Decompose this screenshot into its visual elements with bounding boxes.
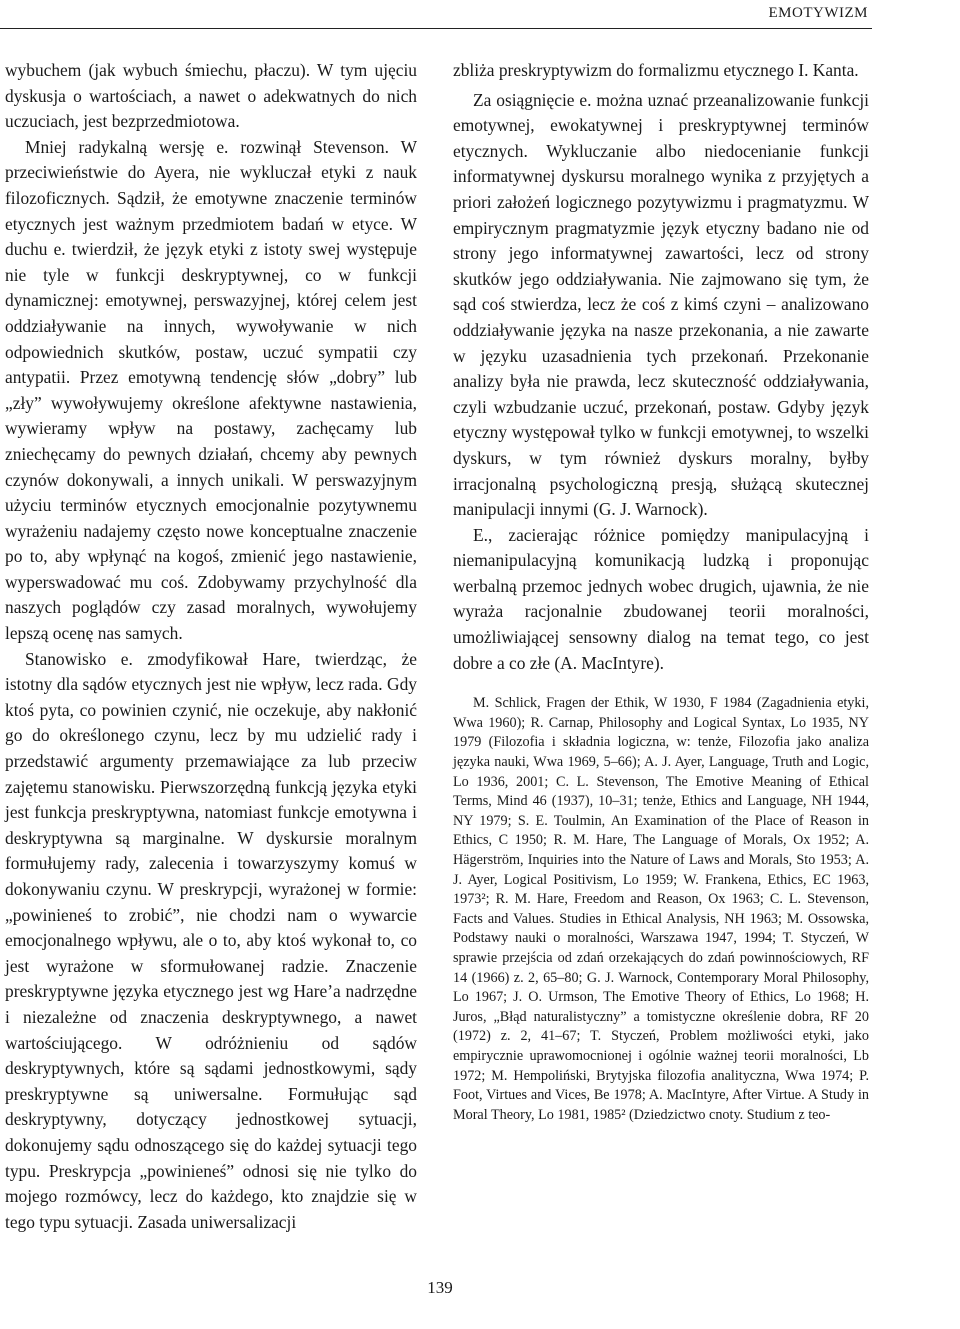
page-number: 139 bbox=[427, 1278, 453, 1297]
header-rule bbox=[0, 28, 872, 29]
right-paragraph-3: E., zacierając różnice pomiędzy manipulacyjną i niemanipulacyjną komunikacją ludzką i proponując werbalną przemoc jednych wobec drugich, ujawnia, że nie wyraża racjonalnie zbudowanej teorii moralności, umożliwiającej sensowny dialog na temat tego, co jest dobre a co złe (A. MacIntyre). bbox=[453, 524, 869, 673]
right-column bbox=[453, 58, 869, 1125]
left-column bbox=[5, 58, 417, 1235]
right-paragraph-2: Za osiągnięcie e. można uznać przeanalizowanie funkcji emotywnej, ewokatywnej i preskryptywnej terminów etycznych. Wykluczanie albo niedocenianie funkcji informatywnej dyskursu moralnego wynika z przyjętych a priori założeń logicznego pozytywizmu i pragmatyzmu. W empirycznym pragmatyzmie język etyczny badano nie od strony jego informatywnej zawartości, lecz od strony skutków jego oddziaływania. Nie zajmowano się tym, że sąd coś stwierdza, lecz że coś z kimś czyni – analizowano oddziaływanie języka na nasze przekonania, a nie zawarte w języku uzasadnienia tych przekonań. Przekonanie analizy była nie prawda, lecz skuteczność oddziaływania, czyli wzbudzanie uczuć, przekonań, postaw. Gdyby język etyczny występował tylko w funkcji emotywnej, to wszelki dyskurs, w tym również dyskurs moralny, byłby irracjonalną psychologiczną presją, służącą skutecznej manipulacji innymi (G. J. Warnock). bbox=[453, 89, 869, 520]
bibliography: M. Schlick, Fragen der Ethik, W 1930, F 1984 (Zagadnienia etyki, Wwa 1960); R. Carnap, Philosophy and Logical Syntax, Lo 1935, NY 1979 (Filozofia i składnia logiczna, w: tenże, Filozofia jako analiza języka nauki, Wwa 1969, 5–66); A. J. Ayer, Language, Truth and Logic, Lo 1936, 2001; C. L. Stevenson, The Emotive Meaning of Ethical Terms, Mind 46 (1937), 10–31; tenże, Ethics and Language, NH 1944, NY 1979; S. E. Toulmin, An Examination of the Place of Reason in Ethics, C 1950; R. M. Hare, The Language of Morals, Ox 1952; A. Hägerström, Inquiries into the Nature of Laws and Morals, Sto 1953; A. J. Ayer, Logical Positivism, Lo 1959; W. Frankena, Ethics, EC 1963, 1973²; R. M. Hare, Freedom and Reason, Ox 1963; C. L. Stevenson, Facts and Values. Studies in Ethical Analysis, NH 1963; M. Ossowska, Podstawy nauki o moralności, Warszawa 1947, 1994; T. Styczeń, W sprawie przejścia od zdań orzekających do zdań powinnościowych, RF 14 (1966) z. 2, 65–80; G. J. Warnock, Contemporary Moral Philosophy, Lo 1967; J. O. Urmson, The Emotive Theory of Ethics, Lo 1968; H. Juros, „Błąd naturalistyczny” a tomistyczne określenie dobra, RF 20 (1972) z. 2, 41–67; T. Styczeń, Problem możliwości etyki, jako empirycznie uprawomocnionej i ogólnie ważnej teorii moralności, Lb 1972; M. Hempoliński, Brytyjska filozofia analityczna, Wwa 1974; P. Foot, Virtues and Vices, Be 1978; A. MacIntyre, After Virtue. A Study in Moral Theory, Lo 1981, 1985² (Dziedzictwo cnoty. Studium z teo- bbox=[453, 695, 869, 1123]
running-title: EMOTYWIZM bbox=[768, 5, 868, 21]
left-paragraph-1: wybuchem (jak wybuch śmiechu, płaczu). W tym ujęciu dyskusja o wartościach, a nawet o adekwatnych do nich uczuciach, jest bezprzedmiotowa. bbox=[5, 60, 417, 132]
running-header bbox=[0, 0, 960, 30]
left-paragraph-3: Stanowisko e. zmodyfikował Hare, twierdząc, że istotny dla sądów etycznych jest nie wpływ, lecz rada. Gdy ktoś pyta, co powinien czynić, nie oczekuje, aby nakłonić go do określonego czynu, lecz by mu udzielić rady i przedstawić argumenty przemawiające za lub przeciw zajętemu stanowisku. Pierwszorzędną funkcją języka etyki jest funkcja preskryptywna, natomiast funkcje emotywna i deskryptywna są marginalne. W dyskursie moralnym formułujemy rady, zalecenia i towarzyszymy komuś w dokonywaniu czynu. W preskrypcji, wyrażonej w formie: „powinieneś to zrobić”, nie chodzi nam o wywarcie emocjonalnego wpływu, ale o to, aby ktoś wykonał to, co jest wyrażone w sformułowanej radzie. Znaczenie preskryptywne języka etycznego jest wg Hare’a nadrzędne i niezależne od znaczenia deskryptywnego, a nawet wartościującego. W odróżnieniu od sądów deskryptywnych, które są sądami jednostkowymi, sądy preskryptywne są uniwersalne. Formułując sąd deskryptywny, dotyczący jednostkowej sytuacji, dokonujemy sądu odnoszącego się do każdej sytuacji tego typu. Preskrypcja „powinieneś” odnosi się nie tylko do mojego rozmówcy, lecz do każdego, kto znajdzie się w tego typu sytuacji. Zasada uniwersalizacji bbox=[5, 648, 417, 1232]
left-paragraph-2: Mniej radykalną wersję e. rozwinął Stevenson. W przeciwieństwie do Ayera, nie wykluczał etyki z nauk filozoficznych. Sądził, że emotywne znaczenie terminów etycznych jest ważnym przedmiotem badań w etyce. W duchu e. twierdził, że język etyki z istoty swej występuje nie tyle w funkcji deskryptywnej, co w funkcji dynamicznej: emotywnej, perswazyjnej, której celem jest oddziaływanie na innych, wywoływanie w nich odpowiednich skutków, postaw, uczuć sympatii czy antypatii. Przez emotywną tendencję słów „dobry” lub „zły” wywoływujemy określone afektywne nastawienia, wywieramy wpływ na postawy, zachęcamy lub zniechęcamy do pewnych działań, chcemy aby pewnych czynów dokonywali, a innych unikali. W perswazyjnym użyciu terminów etycznych emocjonalnie pozytywnemu wyrażeniu nadajemy często nowe konceptualne znaczenie po to, aby wpłynąć na kogoś, zmienić jego nastawienie, wyperswadować mu coś. Zdobywamy przychylność dla naszych poglądów czy zasad moralnych, wywołujemy lepszą ocenę nas samych. bbox=[5, 136, 417, 644]
right-paragraph-1: zbliża preskryptywizm do formalizmu etycznego I. Kanta. bbox=[453, 60, 859, 80]
